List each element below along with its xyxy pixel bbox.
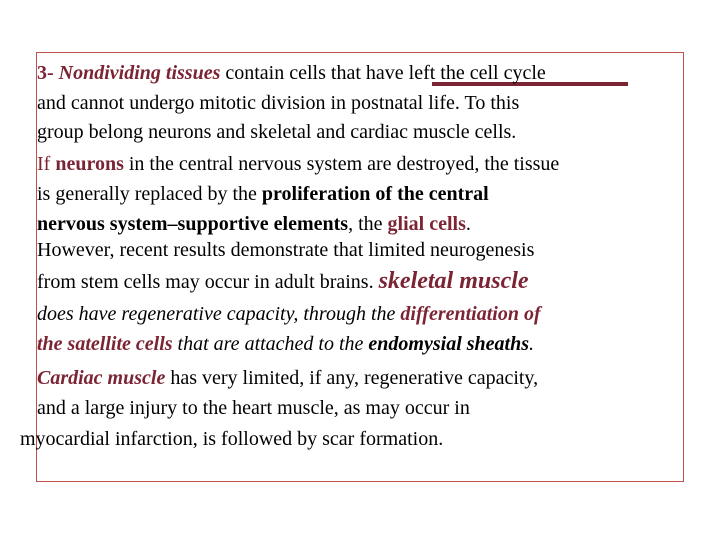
- term-neurons: neurons: [55, 153, 124, 175]
- text-line-5: is generally replaced by the proliferation of the central: [37, 183, 489, 205]
- text-line-7: However, recent results demonstrate that limited neurogenesis: [37, 239, 535, 261]
- text-line-13: myocardial infarction, is followed by scar formation.: [20, 428, 444, 450]
- text-line-10: the satellite cells that are attached to the endomysial sheaths.: [37, 333, 534, 355]
- text-line-12: and a large injury to the heart muscle, as may occur in: [37, 397, 470, 419]
- text-line-4: If neurons in the central nervous system are destroyed, the tissue: [37, 153, 560, 175]
- text-line-8: from stem cells may occur in adult brains. skeletal muscle: [37, 268, 529, 294]
- term-glial-cells: glial cells: [387, 213, 466, 235]
- term-skeletal-muscle: skeletal muscle: [378, 268, 529, 294]
- text-line-9: does have regenerative capacity, through the differentiation of: [37, 303, 541, 325]
- text-line-6: nervous system–supportive elements, the glial cells.: [37, 213, 471, 235]
- text-line-2: and cannot undergo mitotic division in postnatal life. To this: [37, 92, 520, 114]
- text-line-1: 3- Nondividing tissues contain cells that have left the cell cycle: [37, 62, 546, 84]
- term-endomysial-sheaths: endomysial sheaths: [368, 333, 529, 355]
- term-supportive-elements: nervous system–supportive elements: [37, 213, 349, 235]
- term-differentiation: differentiation of: [400, 303, 541, 325]
- text-line-11: Cardiac muscle has very limited, if any, regenerative capacity,: [37, 367, 539, 389]
- term-satellite-cells: the satellite cells: [37, 333, 173, 355]
- text-line-3: group belong neurons and skeletal and cardiac muscle cells.: [37, 121, 517, 143]
- term-proliferation: proliferation of the central: [261, 183, 489, 205]
- term-cardiac-muscle: Cardiac muscle: [37, 367, 166, 389]
- term-nondividing-tissues: Nondividing tissues: [58, 62, 221, 84]
